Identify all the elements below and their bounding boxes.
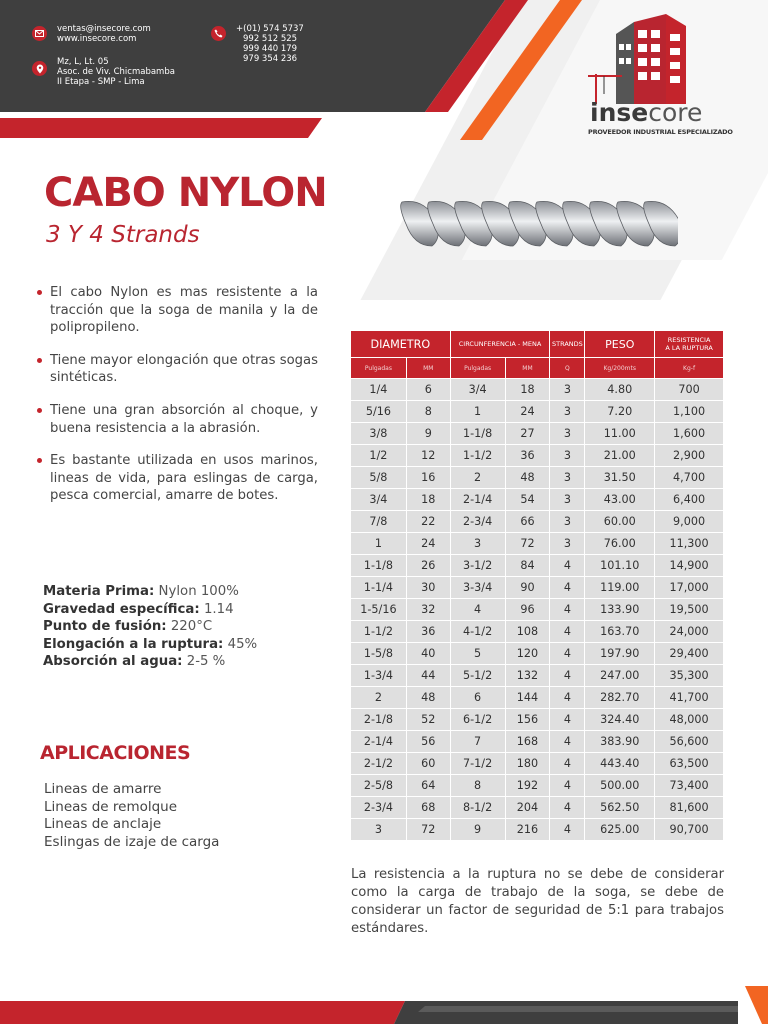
table-cell: 4 (550, 753, 585, 775)
table-cell: 3 (351, 819, 407, 841)
table-cell: 6 (406, 379, 450, 401)
applications-title: APLICACIONES (40, 742, 191, 764)
table-cell: 96 (505, 599, 550, 621)
properties-list (43, 583, 257, 671)
table-cell: 2 (450, 467, 505, 489)
table-cell: 168 (505, 731, 550, 753)
table-cell: 26 (406, 555, 450, 577)
table-cell: 48,000 (655, 709, 724, 731)
table-cell: 6,400 (655, 489, 724, 511)
table-cell: 48 (505, 467, 550, 489)
table-cell: 7-1/2 (450, 753, 505, 775)
table-cell: 3-3/4 (450, 577, 505, 599)
header-peso: PESO (585, 331, 655, 358)
table-cell: 192 (505, 775, 550, 797)
table-cell: 36 (505, 445, 550, 467)
table-cell: 144 (505, 687, 550, 709)
table-cell: 1-1/4 (351, 577, 407, 599)
subheader-cell: Kg-f (655, 358, 724, 379)
subheader-cell: Pulgadas (351, 358, 407, 379)
email-link[interactable]: ventas@insecore.com (57, 24, 151, 34)
property-row (43, 653, 257, 671)
table-cell: 443.40 (585, 753, 655, 775)
table-row (351, 665, 724, 687)
table-cell: 27 (505, 423, 550, 445)
logo-tagline: PROVEEDOR INDUSTRIAL ESPECIALIZADO (588, 128, 733, 136)
table-row (351, 555, 724, 577)
table-row (351, 577, 724, 599)
table-cell: 60.00 (585, 511, 655, 533)
header-strands: STRANDS (550, 331, 585, 358)
table-cell: 4 (550, 577, 585, 599)
table-cell: 8-1/2 (450, 797, 505, 819)
table-cell: 41,700 (655, 687, 724, 709)
table-cell: 17,000 (655, 577, 724, 599)
table-cell: 90,700 (655, 819, 724, 841)
property-row (43, 601, 257, 619)
table-cell: 72 (406, 819, 450, 841)
building-crane-logo-icon (574, 4, 694, 104)
table-cell: 1-5/16 (351, 599, 407, 621)
table-row (351, 621, 724, 643)
table-cell: 108 (505, 621, 550, 643)
table-cell: 4 (550, 775, 585, 797)
spec-table (350, 330, 724, 841)
applications-list (44, 781, 219, 851)
table-cell: 7 (450, 731, 505, 753)
table-subheader-row (351, 358, 724, 379)
feature-item: El cabo Nylon es mas resistente a la tracción que la soga de manila y la de polipropileno. (36, 284, 318, 337)
table-cell: 9,000 (655, 511, 724, 533)
table-cell: 14,900 (655, 555, 724, 577)
table-cell: 16 (406, 467, 450, 489)
address-line: Mz, L, Lt. 05 (57, 57, 109, 67)
table-cell: 2-1/4 (351, 731, 407, 753)
table-cell: 3 (550, 533, 585, 555)
phone-line[interactable]: 979 354 236 (243, 54, 298, 64)
table-cell: 48 (406, 687, 450, 709)
header-resistencia (655, 331, 724, 358)
table-cell: 3-1/2 (450, 555, 505, 577)
property-value: 45% (227, 636, 258, 652)
table-cell: 2-1/8 (351, 709, 407, 731)
property-label: Elongación a la ruptura: (43, 636, 224, 652)
table-cell: 324.40 (585, 709, 655, 731)
table-cell: 4 (550, 555, 585, 577)
table-row (351, 687, 724, 709)
table-cell: 63,500 (655, 753, 724, 775)
feature-list (36, 284, 318, 520)
table-row (351, 379, 724, 401)
table-cell: 8 (450, 775, 505, 797)
address-block (57, 57, 175, 87)
table-cell: 21.00 (585, 445, 655, 467)
table-cell: 84 (505, 555, 550, 577)
table-cell: 12 (406, 445, 450, 467)
table-cell: 1-1/2 (351, 621, 407, 643)
table-cell: 24 (505, 401, 550, 423)
table-cell: 3 (550, 401, 585, 423)
table-cell: 9 (450, 819, 505, 841)
phone-line[interactable]: 992 512 525 (243, 34, 298, 44)
table-cell: 11,300 (655, 533, 724, 555)
table-cell: 73,400 (655, 775, 724, 797)
table-cell: 36 (406, 621, 450, 643)
feature-item: Tiene mayor elongación que otras sogas sintéticas. (36, 352, 318, 387)
table-cell: 1-5/8 (351, 643, 407, 665)
table-cell: 4 (550, 819, 585, 841)
table-cell: 4 (550, 731, 585, 753)
table-row (351, 489, 724, 511)
table-cell: 3 (550, 489, 585, 511)
table-cell: 5/16 (351, 401, 407, 423)
table-cell: 2 (351, 687, 407, 709)
table-cell: 18 (406, 489, 450, 511)
header-resistencia-line: RESISTENCIA (667, 336, 711, 344)
table-cell: 66 (505, 511, 550, 533)
table-cell: 1-1/8 (351, 555, 407, 577)
table-cell: 133.90 (585, 599, 655, 621)
product-subtitle: 3 Y 4 Strands (46, 222, 200, 248)
table-cell: 76.00 (585, 533, 655, 555)
table-header-row (351, 331, 724, 358)
table-cell: 1 (450, 401, 505, 423)
table-cell: 64 (406, 775, 450, 797)
address-line: Asoc. de Viv. Chicmabamba (57, 67, 175, 77)
table-cell: 4,700 (655, 467, 724, 489)
table-body (351, 379, 724, 841)
application-item: Lineas de anclaje (44, 816, 162, 833)
table-cell: 2-1/2 (351, 753, 407, 775)
phone-block (236, 24, 304, 64)
table-row (351, 643, 724, 665)
table-cell: 4 (550, 709, 585, 731)
table-cell: 625.00 (585, 819, 655, 841)
table-row (351, 467, 724, 489)
table-cell: 44 (406, 665, 450, 687)
table-cell: 120 (505, 643, 550, 665)
table-cell: 3 (550, 445, 585, 467)
property-label: Materia Prima: (43, 584, 155, 599)
table-cell: 7/8 (351, 511, 407, 533)
table-row (351, 731, 724, 753)
table-cell: 3/4 (450, 379, 505, 401)
table-cell: 2,900 (655, 445, 724, 467)
table-cell: 40 (406, 643, 450, 665)
table-cell: 156 (505, 709, 550, 731)
table-row (351, 533, 724, 555)
table-cell: 247.00 (585, 665, 655, 687)
table-cell: 56 (406, 731, 450, 753)
phone-line[interactable]: +(01) 574 5737 (236, 24, 304, 34)
table-cell: 24,000 (655, 621, 724, 643)
table-cell: 1,100 (655, 401, 724, 423)
table-cell: 1,600 (655, 423, 724, 445)
table-cell: 60 (406, 753, 450, 775)
table-cell: 1-3/4 (351, 665, 407, 687)
table-cell: 2-3/4 (351, 797, 407, 819)
table-cell: 6 (450, 687, 505, 709)
table-cell: 18 (505, 379, 550, 401)
table-cell: 5 (450, 643, 505, 665)
table-cell: 3 (550, 379, 585, 401)
website-link[interactable]: www.insecore.com (57, 34, 137, 44)
logo-part-inse: inse (590, 98, 649, 127)
table-cell: 22 (406, 511, 450, 533)
table-cell: 4-1/2 (450, 621, 505, 643)
table-cell: 3/8 (351, 423, 407, 445)
table-cell: 204 (505, 797, 550, 819)
table-row (351, 445, 724, 467)
header-diametro: DIAMETRO (351, 331, 451, 358)
table-cell: 56,600 (655, 731, 724, 753)
table-cell: 7.20 (585, 401, 655, 423)
property-value: 1.14 (203, 601, 234, 617)
table-cell: 700 (655, 379, 724, 401)
logo-part-core: core (648, 98, 703, 127)
header-circunferencia: CIRCUNFERENCIA - MENA (450, 331, 550, 358)
phone-line[interactable]: 999 440 179 (243, 44, 298, 54)
table-cell: 32 (406, 599, 450, 621)
table-row (351, 797, 724, 819)
footer-banner (0, 984, 768, 1024)
table-cell: 52 (406, 709, 450, 731)
property-row (43, 583, 257, 601)
feature-item: Es bastante utilizada en usos marinos, lineas de vida, para eslingas de carga, pesca comercial, amarre de botes. (36, 452, 318, 505)
table-cell: 197.90 (585, 643, 655, 665)
table-cell: 8 (406, 401, 450, 423)
application-item: Lineas de amarre (44, 781, 162, 797)
table-cell: 1-1/2 (450, 445, 505, 467)
table-cell: 29,400 (655, 643, 724, 665)
table-cell: 500.00 (585, 775, 655, 797)
table-cell: 35,300 (655, 665, 724, 687)
table-cell: 4 (550, 621, 585, 643)
property-value: 2-5 % (186, 654, 226, 670)
brand-logo (590, 98, 702, 127)
property-label: Punto de fusión: (43, 619, 167, 635)
table-cell: 30 (406, 577, 450, 599)
subheader-cell: MM (505, 358, 550, 379)
mail-icon (32, 26, 47, 41)
table-cell: 180 (505, 753, 550, 775)
subheader-cell: Q (550, 358, 585, 379)
table-row (351, 709, 724, 731)
table-cell: 81,600 (655, 797, 724, 819)
table-cell: 163.70 (585, 621, 655, 643)
table-cell: 1/4 (351, 379, 407, 401)
table-row (351, 423, 724, 445)
address-line: II Etapa - SMP - Lima (57, 77, 145, 87)
table-cell: 2-5/8 (351, 775, 407, 797)
table-cell: 72 (505, 533, 550, 555)
property-row (43, 636, 257, 654)
property-value: 220°C (170, 619, 213, 635)
table-row (351, 775, 724, 797)
table-cell: 43.00 (585, 489, 655, 511)
table-cell: 68 (406, 797, 450, 819)
table-cell: 119.00 (585, 577, 655, 599)
table-cell: 216 (505, 819, 550, 841)
location-pin-icon (32, 61, 47, 76)
table-cell: 562.50 (585, 797, 655, 819)
table-cell: 1/2 (351, 445, 407, 467)
application-item: Lineas de remolque (44, 798, 178, 815)
footnote: La resistencia a la ruptura no se debe de considerar como la carga de trabajo de la soga, se debe de considerar un factor de seguridad de 5:1 para trabajos estándares. (351, 867, 724, 936)
property-value: Nylon 100% (158, 584, 239, 599)
table-cell: 54 (505, 489, 550, 511)
table-cell: 90 (505, 577, 550, 599)
subheader-cell: Kg/200mts (585, 358, 655, 379)
table-cell: 4 (450, 599, 505, 621)
table-cell: 4.80 (585, 379, 655, 401)
property-label: Gravedad específica: (43, 601, 200, 617)
table-cell: 4 (550, 643, 585, 665)
header-resistencia-line: A LA RUPTURA (665, 344, 713, 352)
table-cell: 6-1/2 (450, 709, 505, 731)
table-cell: 19,500 (655, 599, 724, 621)
table-cell: 9 (406, 423, 450, 445)
feature-item: Tiene una gran absorción al choque, y buena resistencia a la abrasión. (36, 402, 318, 437)
table-cell: 3 (550, 511, 585, 533)
table-cell: 101.10 (585, 555, 655, 577)
table-cell: 11.00 (585, 423, 655, 445)
table-cell: 5/8 (351, 467, 407, 489)
table-cell: 383.90 (585, 731, 655, 753)
table-cell: 4 (550, 599, 585, 621)
table-cell: 1-1/8 (450, 423, 505, 445)
product-title: CABO NYLON (44, 170, 327, 216)
table-row (351, 511, 724, 533)
table-cell: 4 (550, 665, 585, 687)
table-cell: 24 (406, 533, 450, 555)
email-block (57, 24, 151, 44)
table-cell: 1 (351, 533, 407, 555)
application-item: Eslingas de izaje de carga (44, 833, 220, 850)
table-cell: 31.50 (585, 467, 655, 489)
table-row (351, 599, 724, 621)
table-cell: 3/4 (351, 489, 407, 511)
subheader-cell: Pulgadas (450, 358, 505, 379)
table-cell: 2-1/4 (450, 489, 505, 511)
table-row (351, 819, 724, 841)
table-cell: 3 (550, 423, 585, 445)
table-row (351, 753, 724, 775)
table-cell: 282.70 (585, 687, 655, 709)
table-cell: 4 (550, 687, 585, 709)
property-row (43, 618, 257, 636)
table-cell: 2-3/4 (450, 511, 505, 533)
table-cell: 4 (550, 797, 585, 819)
phone-icon (211, 26, 226, 41)
table-cell: 132 (505, 665, 550, 687)
table-row (351, 401, 724, 423)
property-label: Absorción al agua: (43, 654, 183, 670)
table-cell: 3 (450, 533, 505, 555)
table-cell: 5-1/2 (450, 665, 505, 687)
table-cell: 3 (550, 467, 585, 489)
rope-image (398, 188, 678, 258)
subheader-cell: MM (406, 358, 450, 379)
